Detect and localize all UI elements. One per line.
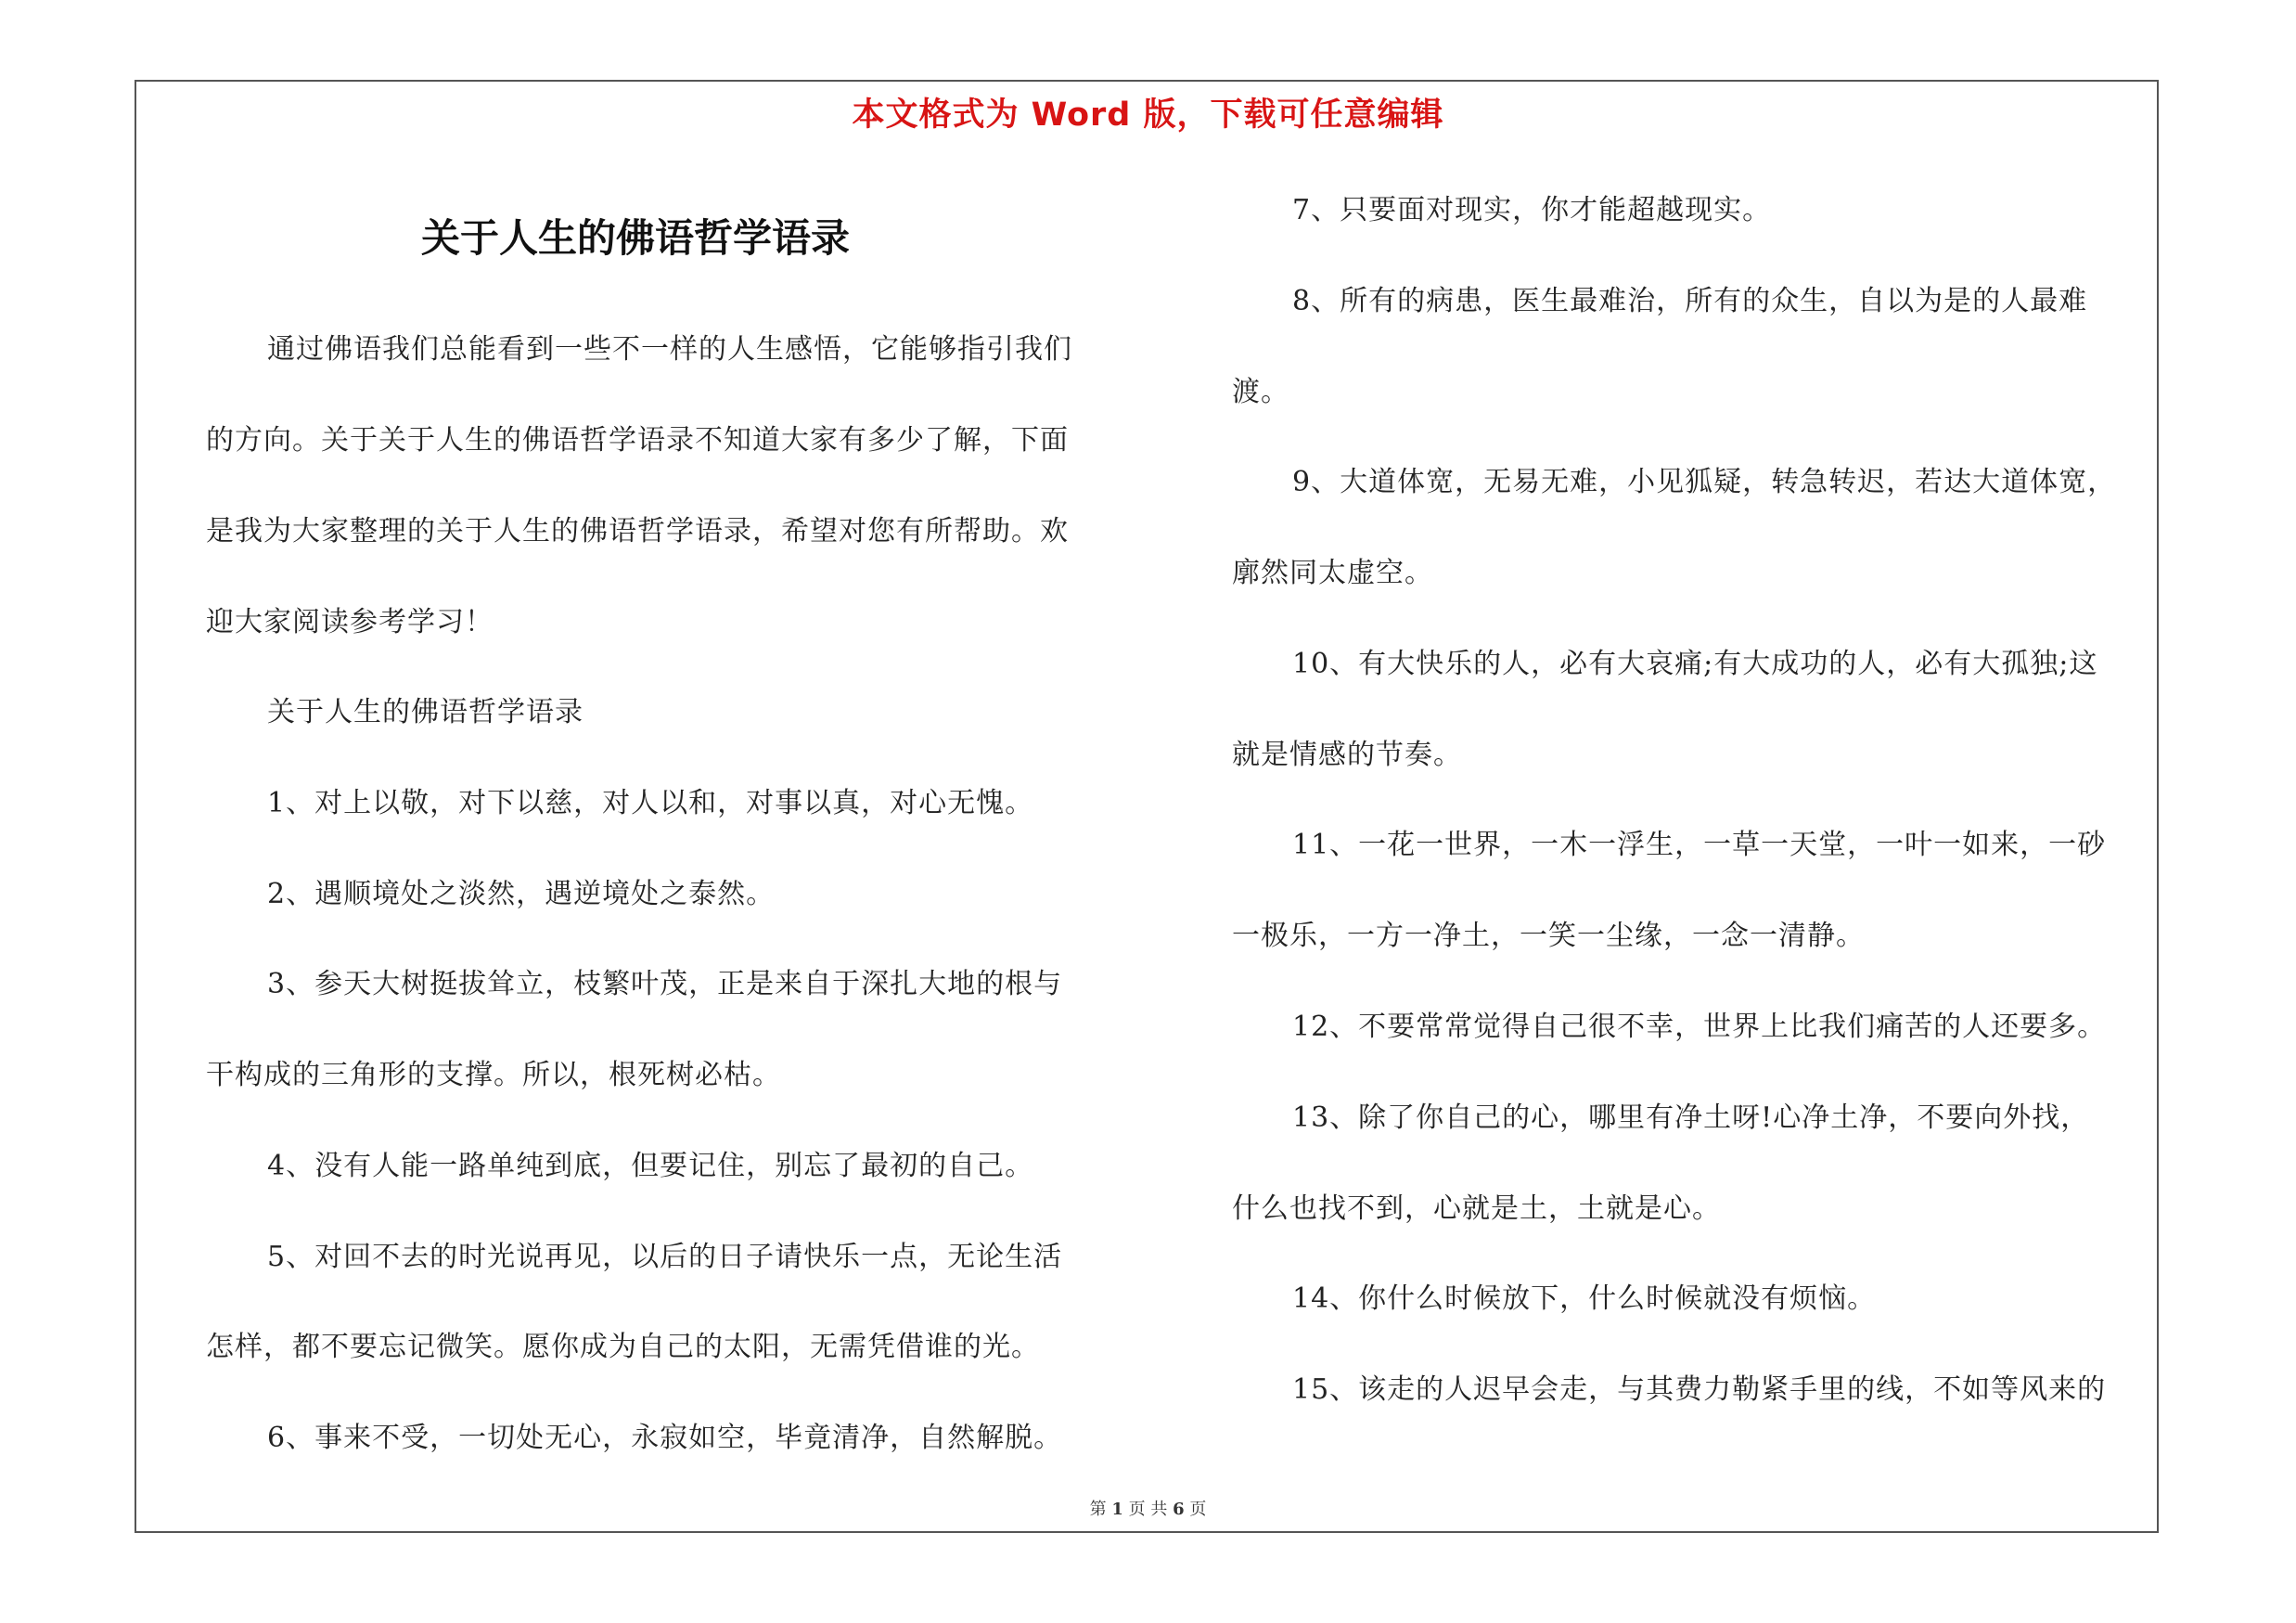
paragraph-line: 的方向。关于关于人生的佛语哲学语录不知道大家有多少了解，下面 [206, 424, 1069, 457]
paragraph-line: 迎大家阅读参考学习！ [206, 606, 494, 638]
quote-line: 11、一花一世界，一木一浮生，一草一天堂，一叶一如来，一砂 [1292, 829, 2107, 861]
quote-line: 怎样，都不要忘记微笑。愿你成为自己的太阳，无需凭借谁的光。 [206, 1331, 1040, 1363]
quote-line: 3、参天大树挺拔耸立，枝繁叶茂，正是来自于深扎大地的根与 [267, 968, 1063, 1000]
quote-line: 4、没有人能一路单纯到底，但要记住，别忘了最初的自己。 [267, 1150, 1034, 1182]
quote-line: 廓然同太虚空。 [1232, 557, 1433, 589]
footer-suffix: 页 [1189, 1500, 1207, 1519]
quote-line: 什么也找不到，心就是土，土就是心。 [1232, 1192, 1721, 1225]
quote-line: 2、遇顺境处之淡然，遇逆境处之泰然。 [267, 878, 776, 910]
document-title: 关于人生的佛语哲学语录 [420, 215, 850, 261]
quote-line: 6、事来不受，一切处无心，永寂如空，毕竟清净，自然解脱。 [267, 1422, 1063, 1454]
quote-line: 15、该走的人迟早会走，与其费力勒紧手里的线，不如等风来的 [1292, 1373, 2107, 1406]
current-page-number: 1 [1111, 1500, 1123, 1519]
quote-line: 10、有大快乐的人，必有大哀痛;有大成功的人，必有大孤独;这 [1292, 648, 2098, 680]
quote-line: 1、对上以敬，对下以慈，对人以和，对事以真，对心无愧。 [267, 787, 1034, 819]
footer-middle: 页 共 [1128, 1500, 1168, 1519]
quote-line: 5、对回不去的时光说再见，以后的日子请快乐一点，无论生活 [267, 1241, 1063, 1273]
quote-line: 渡。 [1232, 376, 1289, 408]
quote-line: 12、不要常常觉得自己很不幸，世界上比我们痛苦的人还要多。 [1292, 1011, 2107, 1043]
quote-line: 13、除了你自己的心，哪里有净土呀!心净土净，不要向外找， [1292, 1101, 2090, 1134]
paragraph-line: 通过佛语我们总能看到一些不一样的人生感悟，它能够指引我们 [267, 333, 1072, 366]
format-banner: 本文格式为 Word 版，下载可任意编辑 [852, 97, 1444, 134]
page-footer [0, 1496, 2296, 1520]
paragraph-line: 是我为大家整理的关于人生的佛语哲学语录，希望对您有所帮助。欢 [206, 515, 1069, 547]
total-pages-number: 6 [1173, 1500, 1185, 1519]
quote-line: 7、只要面对现实，你才能超越现实。 [1292, 194, 1772, 226]
section-heading: 关于人生的佛语哲学语录 [267, 696, 584, 728]
quote-line: 14、你什么时候放下，什么时候就没有烦恼。 [1292, 1282, 1877, 1315]
quote-line: 干构成的三角形的支撑。所以，根死树必枯。 [206, 1059, 781, 1091]
quote-line: 8、所有的病患，医生最难治，所有的众生，自以为是的人最难 [1292, 285, 2088, 317]
quote-line: 就是情感的节奏。 [1232, 739, 1462, 771]
quote-line: 一极乐，一方一净土，一笑一尘缘，一念一清静。 [1232, 920, 1865, 952]
footer-prefix: 第 [1089, 1500, 1107, 1519]
quote-line: 9、大道体宽，无易无难，小见狐疑，转急转迟，若达大道体宽， [1292, 466, 2117, 498]
